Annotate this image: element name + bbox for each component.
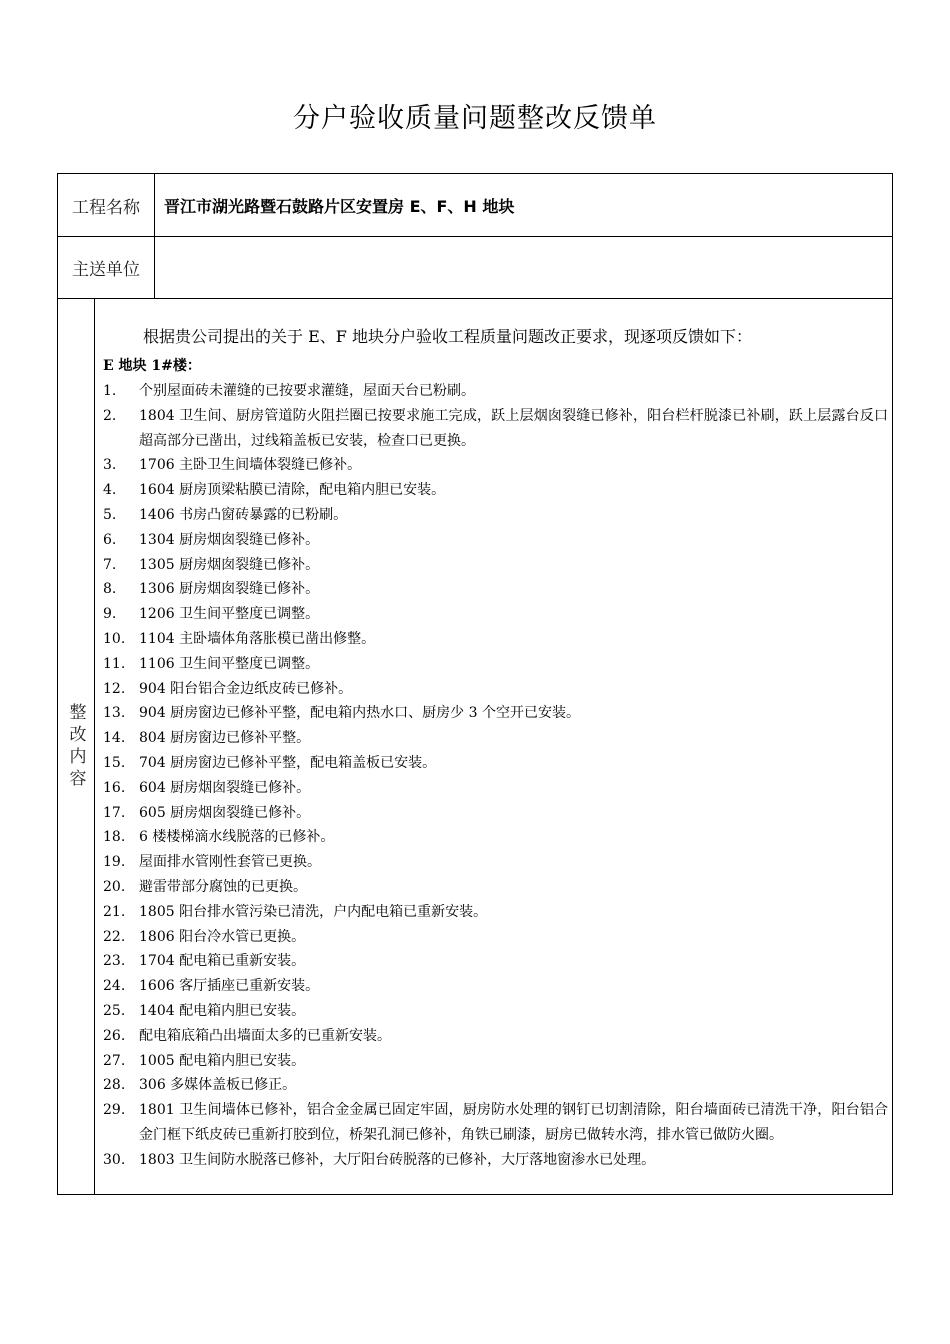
list-item-text: 1803 卫生间防水脱落已修补，大厅阳台砖脱落的已修补，大厅落地窗渗水已处理。	[139, 1151, 656, 1168]
list-item-number: 3.	[103, 457, 117, 474]
list-item-text: 配电箱底箱凸出墙面太多的已重新安装。	[139, 1027, 391, 1044]
list-item-number: 1.	[103, 383, 117, 399]
list-item-text: 1604 厨房顶梁粘膜已清除，配电箱内胆已安装。	[139, 482, 446, 499]
list-item-number: 2.	[103, 407, 117, 424]
list-item	[103, 652, 888, 677]
list-item	[103, 875, 888, 900]
rectification-label: 整改内容	[65, 702, 86, 791]
list-item-text: 306 多媒体盖板已修正。	[139, 1077, 297, 1094]
list-item-number: 11.	[103, 655, 126, 672]
list-item-number: 12.	[103, 680, 126, 697]
list-item	[103, 751, 888, 776]
list-item-text: 904 厨房窗边已修补平整，配电箱内热水口、厨房少 3 个空开已安装。	[139, 705, 580, 722]
list-item-text: 1801 卫生间墙体已修补，铝合金金属已固定牢固，厨房防水处理的钢钉已切割清除，阳台墙面砖已清洗干净，阳台铝合金门框下纸皮砖已重新打胶到位，桥架孔洞已修补，角铁已刷漆，厨房已做转水湾，排水管已做防火圈。	[139, 1102, 888, 1143]
list-item	[103, 1073, 888, 1098]
list-item-number: 4.	[103, 482, 117, 499]
list-item-text: 1104 主卧墙体角落胀模已凿出修整。	[139, 630, 376, 647]
recipient-row	[58, 236, 892, 299]
list-item	[103, 528, 888, 553]
list-item-text: 避雷带部分腐蚀的已更换。	[139, 878, 307, 895]
list-item-text: 屋面排水管刚性套管已更换。	[139, 854, 321, 871]
list-item	[103, 627, 888, 652]
list-item	[103, 503, 888, 528]
list-item-number: 6.	[103, 531, 117, 548]
list-item	[103, 801, 888, 826]
list-item-text: 1304 厨房烟囱裂缝已修补。	[139, 531, 320, 548]
intro-paragraph: 根据贵公司提出的关于 E、F 地块分户验收工程质量问题改正要求，现逐项反馈如下：	[143, 327, 752, 346]
list-item-number: 25.	[103, 1002, 126, 1019]
list-item	[103, 1049, 888, 1074]
list-item-text: 1804 卫生间、厨房管道防火阻拦圈已按要求施工完成，跃上层烟囱裂缝已修补，阳台栏杆脱漆已补刷，跃上层露台反口超高部分已凿出，过线箱盖板已安装，检查口已更换。	[139, 407, 888, 449]
list-item-number: 29.	[103, 1102, 126, 1119]
list-item-text: 6 楼楼梯滴水线脱落的已修补。	[139, 829, 335, 846]
list-item	[103, 726, 888, 751]
list-item-text: 704 厨房窗边已修补平整，配电箱盖板已安装。	[139, 754, 437, 771]
rectification-row	[58, 299, 892, 1194]
list-item-number: 14.	[103, 730, 126, 747]
list-item-number: 26.	[103, 1027, 126, 1044]
list-item-number: 20.	[103, 878, 126, 895]
list-item	[103, 701, 888, 726]
list-item-text: 1206 卫生间平整度已调整。	[139, 606, 320, 623]
rectification-content	[103, 319, 888, 1173]
document-title: 分户验收质量问题整改反馈单	[293, 103, 657, 134]
list-item-number: 15.	[103, 754, 126, 771]
list-item-number: 30.	[103, 1151, 126, 1168]
list-item	[103, 776, 888, 801]
list-item	[103, 1024, 888, 1049]
list-item-number: 22.	[103, 928, 126, 945]
list-item	[103, 379, 888, 404]
list-item-text: 904 阳台铝合金边纸皮砖已修补。	[139, 680, 353, 697]
rectification-label-cell	[58, 299, 95, 1194]
project-row	[58, 174, 892, 237]
list-item-number: 18.	[103, 829, 126, 846]
list-item-number: 21.	[103, 903, 126, 920]
feedback-form-table	[57, 173, 893, 1195]
list-item-number: 8.	[103, 581, 117, 598]
list-item-number: 16.	[103, 779, 126, 796]
rectification-list	[103, 379, 888, 1173]
list-item	[103, 553, 888, 578]
list-item	[103, 850, 888, 875]
list-item-text: 1406 书房凸窗砖暴露的已粉刷。	[139, 506, 348, 523]
list-item	[103, 900, 888, 925]
list-item	[103, 602, 888, 627]
list-item-text: 1806 阳台冷水管已更换。	[139, 928, 306, 945]
list-item-text: 1305 厨房烟囱裂缝已修补。	[139, 556, 320, 573]
list-item-text: 1106 卫生间平整度已调整。	[139, 655, 320, 672]
list-item-number: 23.	[103, 953, 126, 970]
project-name-label: 工程名称	[58, 174, 155, 236]
list-item-text: 1606 客厅插座已重新安装。	[139, 978, 320, 995]
list-item-text: 605 厨房烟囱裂缝已修补。	[139, 804, 311, 821]
list-item-text: 1805 阳台排水管污染已清洗，户内配电箱已重新安装。	[139, 903, 488, 920]
list-item	[103, 925, 888, 950]
list-item-number: 10.	[103, 630, 126, 647]
list-item-number: 27.	[103, 1052, 126, 1069]
list-item-number: 5.	[103, 506, 117, 523]
list-item-text: 1706 主卧卫生间墙体裂缝已修补。	[139, 457, 362, 474]
list-item-text: 804 厨房窗边已修补平整。	[139, 730, 311, 747]
list-item-number: 24.	[103, 978, 126, 995]
list-item-number: 7.	[103, 556, 117, 573]
list-item	[103, 453, 888, 478]
list-item	[103, 999, 888, 1024]
list-item-number: 13.	[103, 705, 126, 722]
list-item	[103, 974, 888, 999]
list-item-number: 9.	[103, 606, 117, 623]
list-item	[103, 478, 888, 503]
list-item-text: 604 厨房烟囱裂缝已修补。	[139, 779, 311, 796]
list-item	[103, 825, 888, 850]
list-item-number: 17.	[103, 804, 126, 821]
list-item-number: 19.	[103, 854, 126, 871]
list-item-text: 1404 配电箱内胆已安装。	[139, 1002, 306, 1019]
project-name-value: 晋江市湖光路暨石鼓路片区安置房 E、F、H 地块	[164, 196, 515, 216]
list-item-text: 个别屋面砖未灌缝的已按要求灌缝，屋面天台已粉刷。	[139, 383, 475, 399]
list-item	[103, 1098, 888, 1148]
block-subheading: E 地块 1#楼：	[103, 358, 201, 374]
list-item-text: 1005 配电箱内胆已安装。	[139, 1052, 306, 1069]
list-item	[103, 404, 888, 454]
list-item-text: 1306 厨房烟囱裂缝已修补。	[139, 581, 320, 598]
list-item-text: 1704 配电箱已重新安装。	[139, 953, 306, 970]
list-item	[103, 677, 888, 702]
list-item	[103, 949, 888, 974]
list-item	[103, 1148, 888, 1173]
recipient-label: 主送单位	[58, 236, 155, 298]
list-item	[103, 577, 888, 602]
list-item-number: 28.	[103, 1077, 126, 1094]
